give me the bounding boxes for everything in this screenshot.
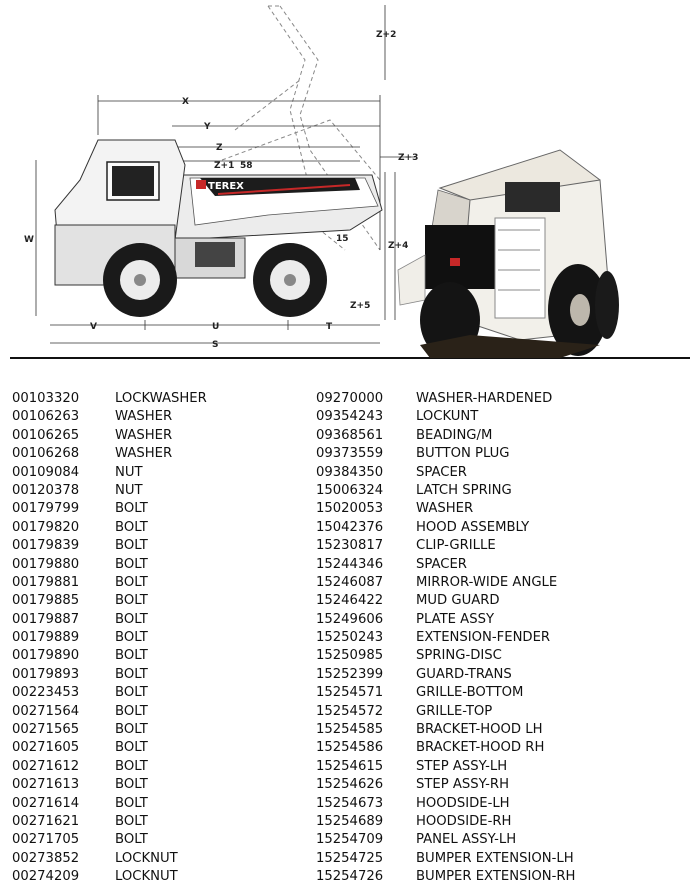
part-description: BOLT — [115, 666, 148, 682]
part-description: WASHER — [115, 409, 173, 425]
part-number: 00179893 — [12, 666, 80, 682]
part-number: 09373559 — [316, 446, 384, 462]
part-description: WASHER — [416, 501, 474, 517]
dim-label-z5: Z+5 — [350, 301, 371, 311]
part-number: 09368561 — [316, 427, 384, 443]
part-description: HOODSIDE-RH — [416, 813, 512, 829]
part-number: 15042376 — [316, 519, 384, 535]
front-wheel — [103, 243, 177, 317]
part-description: SPACER — [416, 556, 467, 572]
dim-label-angle-dump: 58 — [240, 161, 253, 171]
dim-label-z4: Z+4 — [388, 241, 409, 251]
part-description: WASHER — [115, 446, 173, 462]
part-description: HOODSIDE-LH — [416, 795, 510, 811]
dim-label-s: S — [212, 340, 219, 350]
part-description: EXTENSION-FENDER — [416, 630, 551, 646]
part-number: 00271612 — [12, 758, 80, 774]
dim-label-t: T — [326, 322, 333, 332]
dim-label-z1: Z+1 — [214, 161, 235, 171]
part-description: LOCKNUT — [115, 850, 178, 866]
part-description: LOCKWASHER — [115, 391, 207, 406]
dim-label-y: Y — [204, 122, 211, 132]
part-number: 15254585 — [316, 722, 384, 738]
part-number: 09384350 — [316, 464, 384, 480]
part-description: LOCKNUT — [115, 869, 178, 885]
part-number: 15254626 — [316, 777, 384, 793]
part-description: BUMPER EXTENSION-LH — [416, 850, 574, 866]
part-description: WASHER — [115, 427, 173, 443]
truck-dimension-figure — [0, 0, 700, 370]
part-number: 00179890 — [12, 648, 80, 664]
part-number: 00109084 — [12, 464, 80, 480]
part-number: 00179839 — [12, 538, 80, 554]
part-description: GUARD-TRANS — [416, 666, 512, 682]
part-description: BOLT — [115, 703, 148, 719]
part-number: 00103320 — [12, 391, 80, 406]
part-number: 00273852 — [12, 850, 80, 866]
part-description: BRACKET-HOOD RH — [416, 740, 545, 756]
part-description: BEADING/M — [416, 427, 493, 443]
part-number: 00179889 — [12, 630, 80, 646]
part-description: BOLT — [115, 722, 148, 738]
part-number: 15246087 — [316, 574, 384, 590]
part-description: GRILLE-TOP — [416, 703, 493, 719]
part-number: 00106265 — [12, 427, 80, 443]
part-number: 15020053 — [316, 501, 384, 517]
part-description: MIRROR-WIDE ANGLE — [416, 574, 558, 590]
part-description: LATCH SPRING — [416, 482, 512, 498]
part-number: 09270000 — [316, 391, 384, 406]
part-number: 00271565 — [12, 722, 80, 738]
part-number: 00274209 — [12, 869, 80, 885]
truck-front-photo — [398, 150, 619, 358]
part-number: 15252399 — [316, 666, 384, 682]
part-number: 00106268 — [12, 446, 80, 462]
part-description: BOLT — [115, 593, 148, 609]
rear-wheel — [253, 243, 327, 317]
dim-label-u: U — [212, 322, 220, 332]
part-description: BOLT — [115, 795, 148, 811]
part-description: BOLT — [115, 813, 148, 829]
part-description: BOLT — [115, 574, 148, 590]
part-description: WASHER-HARDENED — [416, 391, 553, 406]
part-description: PANEL ASSY-LH — [416, 832, 517, 848]
part-number: 00179887 — [12, 611, 80, 627]
part-description: SPACER — [416, 464, 467, 480]
part-number: 00179885 — [12, 593, 80, 609]
dim-label-x: X — [182, 97, 189, 107]
dim-label-angle-body: 15 — [336, 234, 349, 244]
part-number: 00271605 — [12, 740, 80, 756]
part-description: BOLT — [115, 519, 148, 535]
part-description: PLATE ASSY — [416, 611, 494, 627]
dim-label-z2: Z+2 — [376, 30, 397, 40]
part-number: 15246422 — [316, 593, 384, 609]
part-number: 00179820 — [12, 519, 80, 535]
part-description: CLIP-GRILLE — [416, 538, 496, 554]
part-description: NUT — [115, 482, 143, 498]
dim-label-z: Z — [216, 143, 223, 153]
part-number: 15254571 — [316, 685, 384, 701]
part-description: BOLT — [115, 538, 148, 554]
dim-label-v: V — [90, 322, 97, 332]
part-description: BOLT — [115, 648, 148, 664]
part-number: 00271705 — [12, 832, 80, 848]
part-number: 00271614 — [12, 795, 80, 811]
part-number: 15249606 — [316, 611, 384, 627]
part-description: BOLT — [115, 630, 148, 646]
part-number: 00271621 — [12, 813, 80, 829]
part-description: BUTTON PLUG — [416, 446, 510, 462]
part-description: NUT — [115, 464, 143, 480]
part-description: BOLT — [115, 556, 148, 572]
part-description: HOOD ASSEMBLY — [416, 519, 530, 535]
part-number: 15250985 — [316, 648, 384, 664]
part-number: 15254673 — [316, 795, 384, 811]
part-number: 00179880 — [12, 556, 80, 572]
part-description: MUD GUARD — [416, 593, 500, 609]
dim-label-w: W — [24, 235, 34, 245]
part-description: BRACKET-HOOD LH — [416, 722, 543, 738]
part-number: 15254689 — [316, 813, 384, 829]
part-number: 15254586 — [316, 740, 384, 756]
dim-label-z3: Z+3 — [398, 153, 419, 163]
part-number: 00106263 — [12, 409, 80, 425]
part-number: 15254709 — [316, 832, 384, 848]
part-number: 00120378 — [12, 482, 80, 498]
part-description: BOLT — [115, 832, 148, 848]
part-description: BOLT — [115, 685, 148, 701]
part-number: 00179881 — [12, 574, 80, 590]
part-number: 15254725 — [316, 850, 384, 866]
part-number: 15254615 — [316, 758, 384, 774]
part-number: 00223453 — [12, 685, 80, 701]
brand-logo-text: TEREX — [208, 181, 244, 192]
part-number: 00271613 — [12, 777, 80, 793]
part-number: 15244346 — [316, 556, 384, 572]
part-description: SPRING-DISC — [416, 648, 502, 664]
part-description: BOLT — [115, 611, 148, 627]
part-description: BUMPER EXTENSION-RH — [416, 869, 576, 885]
part-number: 09354243 — [316, 409, 384, 425]
part-description: BOLT — [115, 777, 148, 793]
part-number: 00271564 — [12, 703, 80, 719]
part-number: 00179799 — [12, 501, 80, 517]
part-description: BOLT — [115, 501, 148, 517]
part-description: GRILLE-BOTTOM — [416, 685, 524, 701]
part-description: LOCKUNT — [416, 409, 479, 425]
part-number: 15250243 — [316, 630, 384, 646]
part-number: 15254726 — [316, 869, 384, 885]
part-description: STEP ASSY-RH — [416, 777, 509, 793]
part-number: 15230817 — [316, 538, 384, 554]
part-number: 15254572 — [316, 703, 384, 719]
part-description: BOLT — [115, 740, 148, 756]
part-number: 15006324 — [316, 482, 384, 498]
part-description: BOLT — [115, 758, 148, 774]
part-description: STEP ASSY-LH — [416, 758, 508, 774]
